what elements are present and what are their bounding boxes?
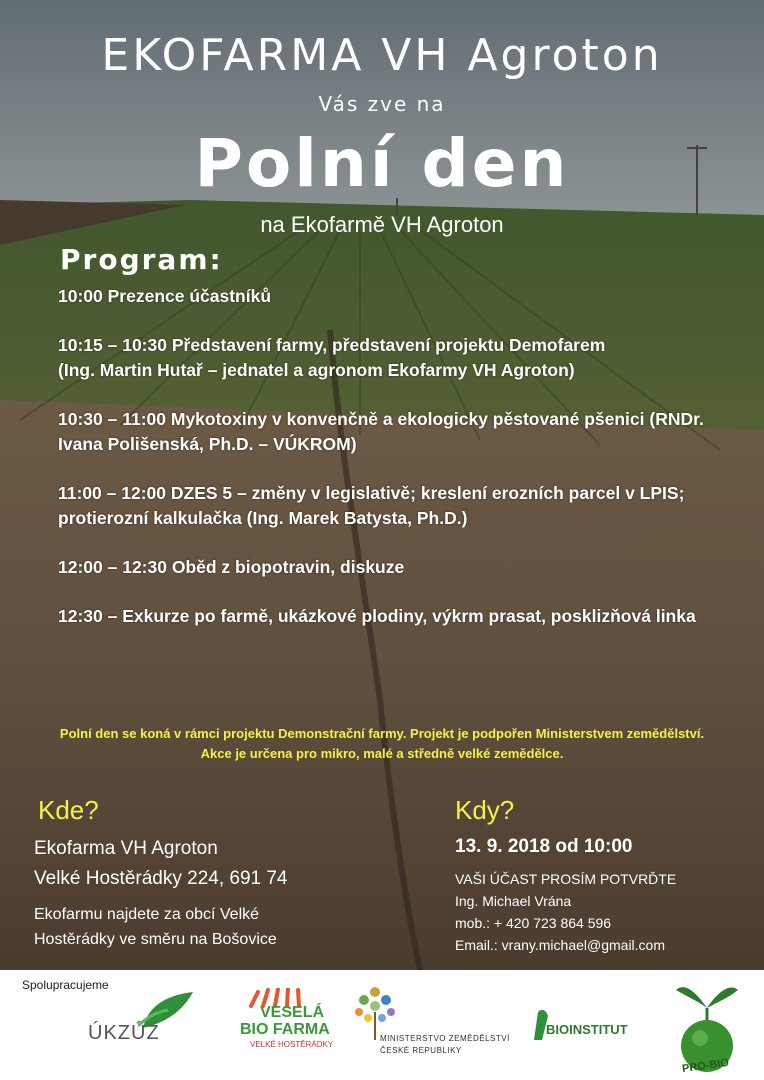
- directions-line-2: Hostěrádky ve směru na Bošovice: [34, 931, 277, 948]
- partners-label: Spolupracujeme: [22, 978, 109, 992]
- when-heading: Kdy?: [455, 795, 515, 825]
- ministry-logo: [350, 982, 510, 1072]
- pro-bio-logo: [672, 974, 742, 1078]
- rsvp-text: VAŠI ÚČAST PROSÍM POTVRĎTE: [455, 871, 677, 887]
- vesela-text-2: BIO FARMA: [240, 1021, 330, 1038]
- ministry-tree-icon: [350, 982, 400, 1042]
- vesela-text-1: VESELÁ: [260, 1004, 325, 1021]
- program-item-text: 10:15 – 10:30 Představení farmy, představení projektu Demofarem: [58, 335, 606, 355]
- ukzuz-text: ÚKZÚZ: [88, 1022, 160, 1044]
- program-item: 10:00 Prezence účastníků: [58, 286, 272, 306]
- event-subtitle: na Ekofarmě VH Agroton: [260, 212, 504, 237]
- contact-name: Ing. Michael Vrána: [455, 893, 572, 909]
- contact-email[interactable]: Email.: vrany.michael@gmail.com: [455, 937, 666, 953]
- probio-text: PRO-BIO: [681, 1056, 730, 1076]
- event-title: Polní den: [194, 125, 570, 202]
- program-item: 12:30 – Exkurze po farmě, ukázkové plodiny, výkrm prasat, posklizňová linka: [58, 606, 696, 626]
- program-item-speaker: (Ing. Martin Hutař – jednatel a agronom Ekofarmy VH Agroton): [58, 360, 575, 380]
- program-item: 10:30 – 11:00 Mykotoxiny v konvenčně a ekologicky pěstované pšenici (RNDr. Ivana Polišenská, Ph.D. – VÚKROM): [58, 409, 704, 454]
- directions-line-1: Ekofarmu najdete za obcí Velké: [34, 906, 260, 923]
- invite-text: Vás zve na: [318, 92, 446, 116]
- program-list: [58, 284, 718, 653]
- program-item: 11:00 – 12:00 DZES 5 – změny v legislativě; kreslení erozních parcel v LPIS; protierozní kalkulačka (Ing. Marek Batysta, Ph.D.): [58, 483, 685, 528]
- vesela-text-3: VELKÉ HOSTĚRÁDKY: [250, 1040, 334, 1049]
- ministry-text-2: ČESKÉ REPUBLIKY: [380, 1046, 462, 1055]
- ukzuz-logo: [88, 990, 198, 1060]
- bioinstitut-text: BIOINSTITUT: [546, 1022, 628, 1037]
- program-item: [58, 333, 718, 383]
- bioinstitut-logo: [532, 1006, 642, 1046]
- project-notice: Polní den se koná v rámci projektu Demonstrační farmy. Projekt je podpořen Ministerstvem zemědělství.: [59, 726, 705, 741]
- program-item: 12:00 – 12:30 Oběd z biopotravin, diskuze: [58, 557, 405, 577]
- event-date: 13. 9. 2018 od 10:00: [455, 836, 633, 857]
- contact-phone: mob.: + 420 723 864 596: [455, 915, 612, 931]
- partners-footer: [0, 970, 764, 1080]
- audience-notice: Akce je určena pro mikro, malé a středně velké zemědělce.: [200, 746, 564, 761]
- ministry-text-1: MINISTERSTVO ZEMĚDĚLSTVÍ: [380, 1034, 510, 1043]
- venue-address: Velké Hostěrádky 224, 691 74: [34, 868, 288, 889]
- organizer-title: EKOFARMA VH Agroton: [101, 30, 663, 81]
- where-heading: Kde?: [38, 795, 99, 825]
- venue-name: Ekofarma VH Agroton: [34, 838, 218, 859]
- program-heading: Program:: [60, 243, 223, 276]
- vesela-bio-farma-logo: [236, 988, 346, 1068]
